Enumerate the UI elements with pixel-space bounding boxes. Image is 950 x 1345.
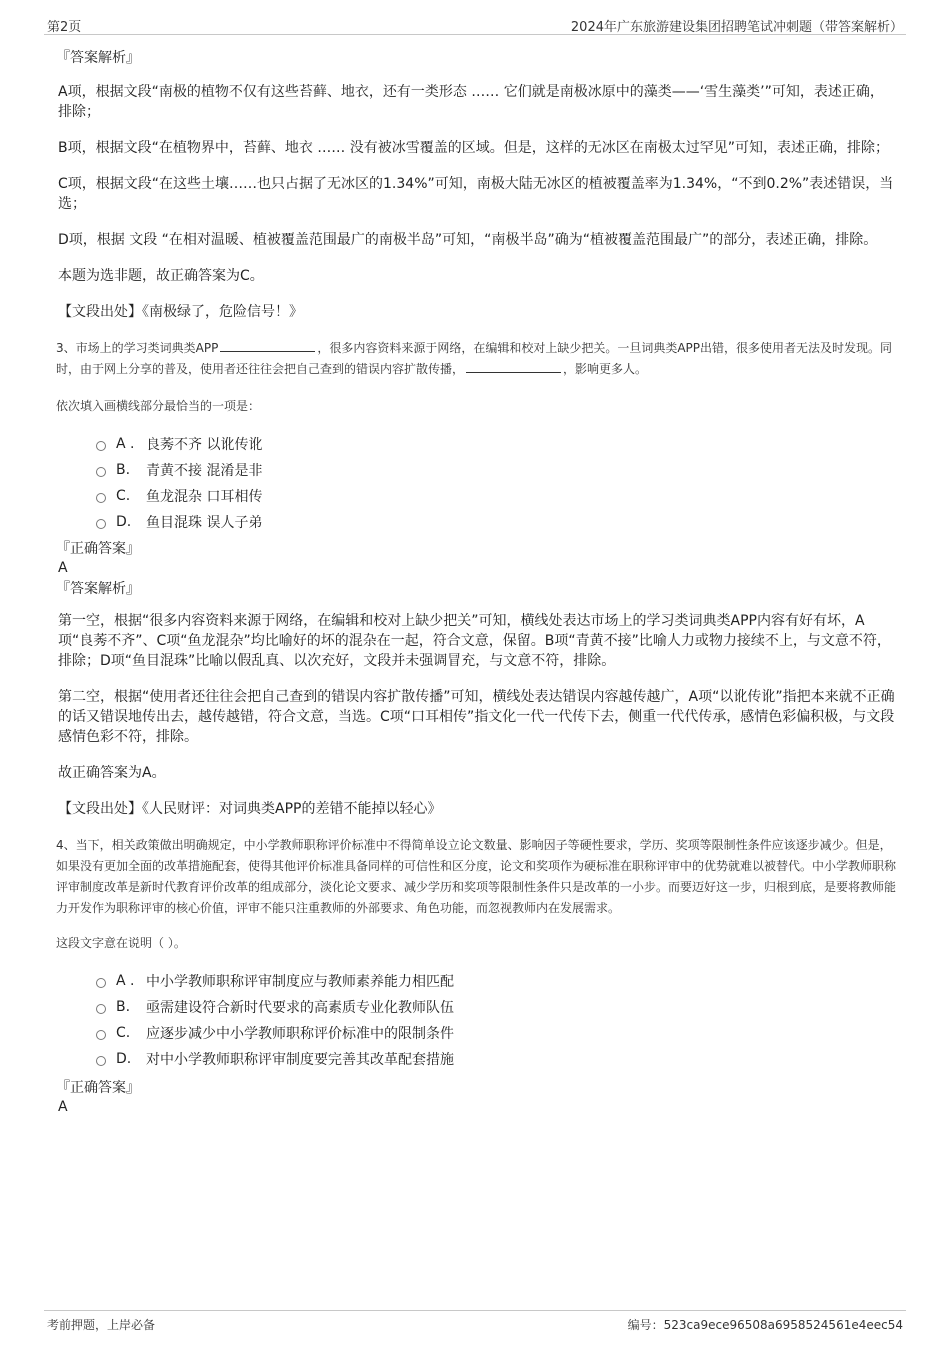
q2-analysis-b: B项，根据文段“在植物界中，苔藓、地衣 …… 没有被冰雪覆盖的区域。但是，这样的无冰区在南极太过罕见”可知，表述正确，排除； xyxy=(58,140,890,156)
q3-blank-2 xyxy=(466,360,561,373)
q3-answer-label: 『正确答案』 xyxy=(56,541,140,557)
q2-source: 【文段出处】《南极绿了，危险信号！》 xyxy=(58,304,303,320)
radio-icon[interactable] xyxy=(96,519,106,529)
q4-options xyxy=(56,968,896,1072)
radio-icon[interactable] xyxy=(96,493,106,503)
radio-icon[interactable] xyxy=(96,1004,106,1014)
q4-option-c[interactable]: C. 应逐步减少中小学教师职称评价标准中的限制条件 xyxy=(96,1020,896,1046)
q3-blank-1 xyxy=(220,339,315,352)
q3-instruction: 依次填入画横线部分最恰当的一项是： xyxy=(56,399,261,413)
q4-option-d[interactable]: D. 对中小学教师职称评审制度要完善其改革配套措施 xyxy=(96,1046,896,1072)
footer-slogan: 考前押题，上岸必备 xyxy=(47,1318,156,1332)
radio-icon[interactable] xyxy=(96,441,106,451)
q4-answer-label: 『正确答案』 xyxy=(56,1080,140,1096)
q2-conclusion: 本题为选非题，故正确答案为C。 xyxy=(58,268,264,284)
q3-answer: A xyxy=(58,560,68,576)
q4-answer: A xyxy=(58,1099,68,1115)
page-header xyxy=(44,12,906,35)
q2-analysis-label: 『答案解析』 xyxy=(56,50,140,66)
q3-stem: 3、市场上的学习类词典类APP ，很多内容资料来源于网络，在编辑和校对上缺少把关。一旦词典类APP出错，很多使用者无法及时发现。同时，由于网上分享的普及，使用者还往往会把自己查到的错误内容扩散传播， ，影响更多人。 xyxy=(56,341,893,376)
q4-option-a[interactable]: A . 中小学教师职称评审制度应与教师素养能力相匹配 xyxy=(96,968,896,994)
radio-icon[interactable] xyxy=(96,467,106,477)
q3-option-c[interactable]: C. 鱼龙混杂 口耳相传 xyxy=(96,483,896,509)
radio-icon[interactable] xyxy=(96,978,106,988)
q3-option-d[interactable]: D. 鱼目混珠 误人子弟 xyxy=(96,509,896,535)
q3-analysis-label: 『答案解析』 xyxy=(56,581,140,597)
q3-source: 【文段出处】《人民财评：对词典类APP的差错不能掉以轻心》 xyxy=(58,801,442,817)
main-content xyxy=(56,46,896,1116)
page-footer xyxy=(44,1310,906,1341)
q3-option-b[interactable]: B. 青黄不接 混淆是非 xyxy=(96,457,896,483)
q4-instruction: 这段文字意在说明（ ）。 xyxy=(56,936,186,950)
q3-analysis-2: 第二空，根据“使用者还往往会把自己查到的错误内容扩散传播”可知，横线处表达错误内容越传越广，A项“以讹传讹”指把本来就不正确的话又错误地传出去，越传越错，符合文意，当选。C项“口耳相传”指文化一代一代传下去，侧重一代代传承，感情色彩偏积极，与文段感情色彩不符，排除。 xyxy=(58,689,895,745)
q3-option-a[interactable]: A . 良莠不齐 以讹传讹 xyxy=(96,431,896,457)
q2-analysis-d: D项，根据 文段 “在相对温暖、植被覆盖范围最广的南极半岛”可知，“南极半岛”确为“植被覆盖范围最广”的部分，表述正确，排除。 xyxy=(58,232,878,248)
q2-analysis-c: C项，根据文段“在这些土壤……也只占据了无冰区的1.34%”可知，南极大陆无冰区的植被覆盖率为1.34%，“不到0.2%”表述错误，当选； xyxy=(58,176,894,212)
radio-icon[interactable] xyxy=(96,1056,106,1066)
q4-option-b[interactable]: B. 亟需建设符合新时代要求的高素质专业化教师队伍 xyxy=(96,994,896,1020)
q3-conclusion: 故正确答案为A。 xyxy=(58,765,166,781)
q2-analysis-a: A项，根据文段“南极的植物不仅有这些苔藓、地衣，还有一类形态 …… 它们就是南极冰原中的藻类——‘雪生藻类’”可知，表述正确，排除； xyxy=(58,84,884,120)
document-title: 2024年广东旅游建设集团招聘笔试冲刺题（带答案解析） xyxy=(570,20,903,35)
q3-options xyxy=(56,431,896,535)
q4-stem: 4、当下，相关政策做出明确规定，中小学教师职称评价标准中不得简单设立论文数量、影响因子等硬性要求，学历、奖项等限制性条件应该逐步减少。但是，如果没有更加全面的改革措施配套，使得其他评价标准具备同样的可信性和区分度，论文和奖项作为硬标准在职称评审中的优势就难以被替代。中小学教师职称评审制度改革是新时代教育评价改革的组成部分，淡化论文要求、减少学历和奖项等限制性条件只是改革的一小步。而要迈好这一步，归根到底，是要将教师能力开发作为职称评审的核心价值，评审不能只注重教师的外部要求、角色功能，而忽视教师内在发展需求。 xyxy=(56,838,897,915)
radio-icon[interactable] xyxy=(96,1030,106,1040)
q3-analysis-1: 第一空，根据“很多内容资料来源于网络，在编辑和校对上缺少把关”可知，横线处表达市场上的学习类词典类APP内容有好有坏，A项“良莠不齐”、C项“鱼龙混杂”均比喻好的坏的混杂在一起，符合文意，保留。B项“青黄不接”比喻人力或物力接续不上，与文意不符，排除；D项“鱼目混珠”比喻以假乱真、以次充好，文段并未强调冒充，与文意不符，排除。 xyxy=(58,613,891,669)
document-id: 编号：523ca9ece96508a6958524561e4eec54 xyxy=(627,1318,903,1332)
page-number: 第2页 xyxy=(47,20,82,35)
